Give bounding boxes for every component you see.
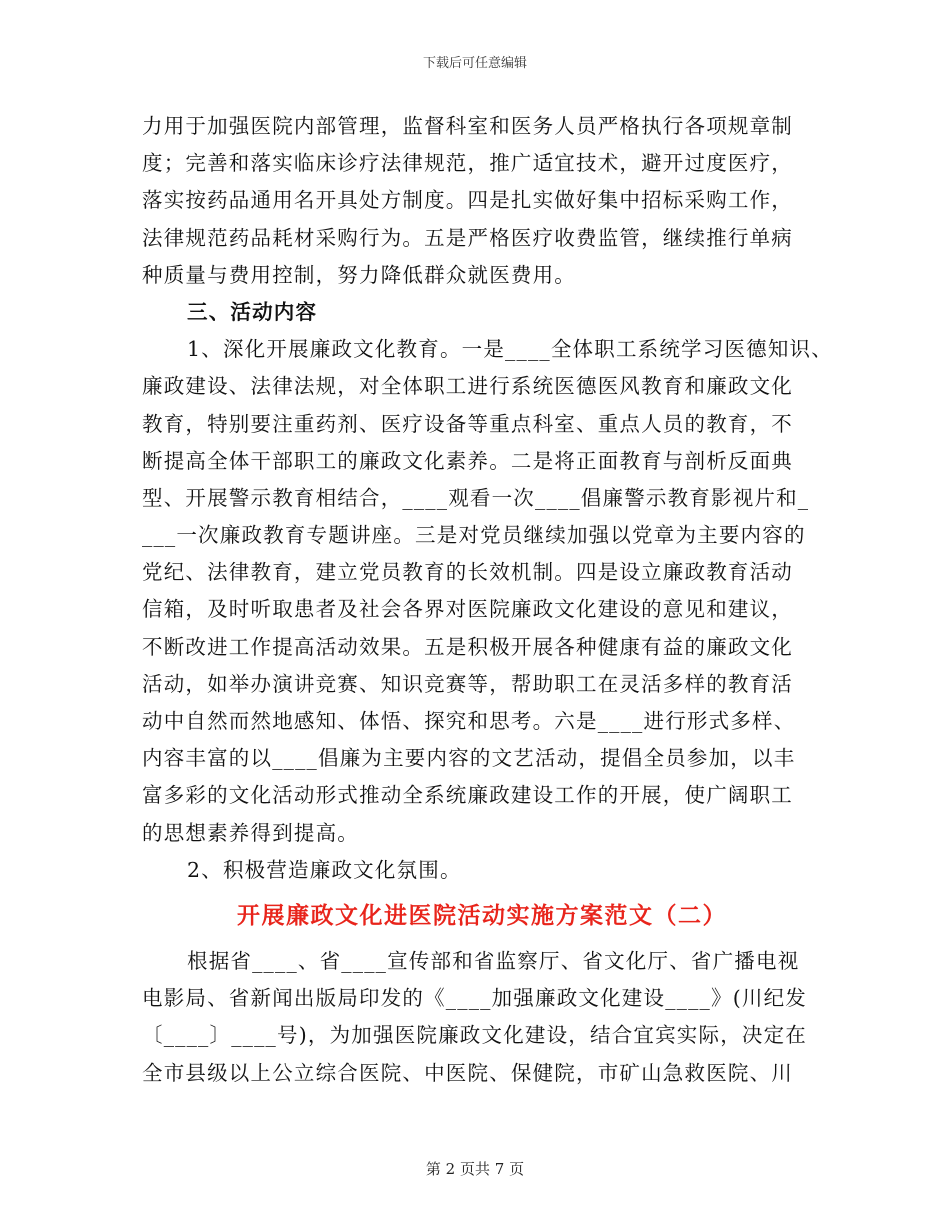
text-line: 度；完善和落实临床诊疗法律规范，推广适宜技术，避开过度医疗， — [142, 151, 793, 176]
text-line: 根据省____、省____宣传部和省监察厅、省文化厅、省广播电视 — [187, 948, 800, 973]
text-line: 信箱，及时听取患者及社会各界对医院廉政文化建设的意见和建议， — [142, 597, 793, 622]
page-header: 下载后可任意编辑 — [422, 56, 527, 71]
paragraph-2 — [142, 331, 833, 852]
text-line: 法律规范药品耗材采购行为。五是严格医疗收费监管，继续推行单病 — [142, 225, 793, 250]
text-line: 的思想素养得到提高。 — [142, 820, 359, 845]
text-line: 不断改进工作提高活动效果。五是积极开展各种健康有益的廉政文化 — [142, 634, 793, 659]
text-line: 力用于加强医院内部管理，监督科室和医务人员严格执行各项规章制 — [142, 114, 793, 138]
section-heading: 三、活动内容 — [187, 299, 318, 324]
text-line: 党纪、法律教育，建立党员教育的长效机制。四是设立廉政教育活动 — [142, 560, 793, 585]
subheading: 2、积极营造廉政文化氛围。 — [187, 857, 462, 882]
text-line: 内容丰富的以____倡廉为主要内容的文艺活动，提倡全员参加，以丰 — [142, 746, 796, 771]
paragraph-3 — [142, 943, 822, 1092]
text-line: 1、深化开展廉政文化教育。一是____全体职工系统学习医德知识、 — [187, 337, 833, 362]
text-line: 落实按药品通用名开具处方制度。四是扎实做好集中招标采购工作， — [142, 188, 793, 213]
document-body — [142, 108, 833, 1092]
text-line: 型、开展警示教育相结合，____观看一次____倡廉警示教育影视片和_ — [142, 485, 810, 510]
text-line: 动中自然而然地感知、体悟、探究和思考。六是____进行形式多样、 — [142, 709, 796, 733]
text-line: 种质量与费用控制，努力降低群众就医费用。 — [142, 262, 576, 287]
paragraph-1 — [142, 108, 822, 294]
text-line: 断提高全体干部职工的廉政文化素养。二是将正面教育与剖析反面典 — [142, 448, 793, 473]
text-line: 〔____〕____号)，为加强医院廉政文化建设，结合宜宾实际，决定在 — [142, 1023, 807, 1048]
text-line: 富多彩的文化活动形式推动全系统廉政建设工作的开展，使广阔职工 — [142, 783, 793, 808]
document-title: 开展廉政文化进医院活动实施方案范文（二） — [237, 901, 727, 929]
text-line: 活动，如举办演讲竞赛、知识竞赛等，帮助职工在灵活多样的教育活 — [142, 671, 793, 696]
text-line: 教育，特别要注重药剂、医疗设备等重点科室、重点人员的教育，不 — [142, 411, 793, 436]
text-line: ___一次廉政教育专题讲座。三是对党员继续加强以党章为主要内容的 — [142, 523, 806, 548]
text-line: 电影局、省新闻出版局印发的《____加强廉政文化建设____》(川纪发 — [142, 986, 807, 1011]
text-line: 廉政建设、法律法规，对全体职工进行系统医德医风教育和廉政文化 — [142, 374, 793, 399]
page-footer: 第 2 页共 7 页 — [425, 1160, 525, 1178]
text-line: 全市县级以上公立综合医院、中医院、保健院，市矿山急救医院、川 — [142, 1060, 793, 1085]
